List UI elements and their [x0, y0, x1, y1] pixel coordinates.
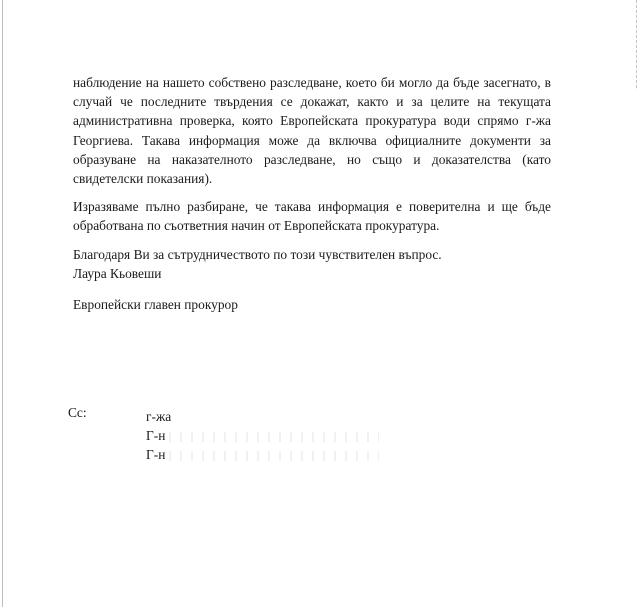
paragraph-thanks: Благодаря Ви за сътрудничеството по този чувствителен въпрос.: [73, 246, 442, 262]
cc-recipient: [146, 407, 379, 426]
cc-label: Cc:: [68, 405, 87, 420]
redacted-name: [169, 451, 379, 461]
paragraph-confidentiality: Изразяваме пълно разбиране, че такава информация е поверителна и ще бъде обработвана по съответния начин от Европейската прокуратура.: [73, 199, 551, 234]
signatory-name: Лаура Кьовеши: [73, 266, 162, 281]
cc-recipient-list: [146, 407, 379, 464]
cc-recipient-honorific: г-жа: [146, 409, 172, 424]
cc-recipient-honorific: Г-н: [146, 428, 166, 443]
redacted-name: [169, 432, 379, 442]
letter-body: [73, 73, 551, 264]
cc-recipient: [146, 445, 379, 464]
cc-recipient: [146, 426, 379, 445]
cc-recipient-honorific: Г-н: [146, 447, 166, 462]
scanned-page-edge-left: [2, 0, 3, 607]
signatory-title: Европейски главен прокурор: [73, 297, 238, 312]
scanned-page-edge-right: [636, 0, 637, 90]
paragraph-investigation-info: наблюдение на нашето собствено разследване, което би могло да бъде засегнато, в случай че последните твърдения се докажат, както и за целите на текущата административна проверка, която Европейската прокуратура води спрямо г-жа Георгиева. Такава информация може да включва официалните документи за образуване на наказателното разследване, но също и доказателства (като свидетелски показания).: [73, 75, 551, 187]
